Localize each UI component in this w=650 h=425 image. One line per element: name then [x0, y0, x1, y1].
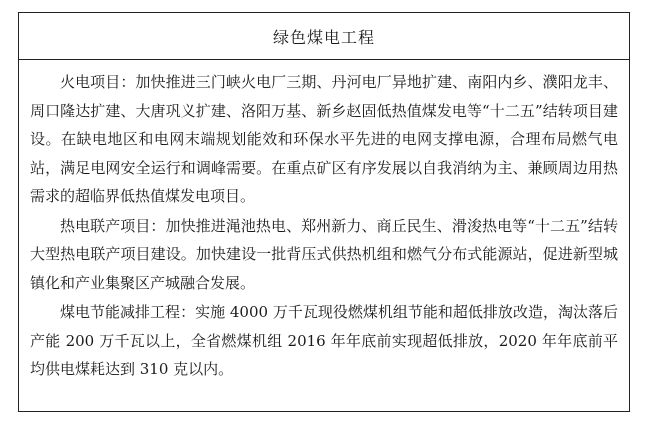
box-title: 绿色煤电工程 — [19, 13, 629, 60]
paragraph-thermal-power: 火电项目：加快推进三门峡火电厂三期、丹河电厂异地扩建、南阳内乡、濮阳龙丰、周口隆达扩建、大唐巩义扩建、洛阳万基、新乡赵固低热值煤发电等“十二五”结转项目建设。在缺电地区和电网末端规划能效和环保水平先进的电网支撑电源，合理布局燃气电站，满足电网安全运行和调峰需要。在重点矿区有序发展以自我消纳为主、兼顾周边用热需求的超临界低热值煤发电项目。 — [30, 73, 618, 205]
box-content — [19, 60, 629, 384]
paragraph-cogeneration: 热电联产项目：加快推进渑池热电、郑州新力、商丘民生、滑浚热电等“十二五”结转大型热电联产项目建设。加快建设一批背压式供热机组和燃气分布式能源站，促进新型城镇化和产业集聚区产城融合发展。 — [30, 216, 618, 292]
paragraph-energy-saving: 煤电节能减排工程：实施 4000 万千瓦现役燃煤机组节能和超低排放改造，淘汰落后产能 200 万千瓦以上，全省燃煤机组 2016 年年底前实现超低排放，2020 年年底前平均供电煤耗达到 310 克以内。 — [30, 303, 618, 378]
text-box — [18, 12, 630, 412]
